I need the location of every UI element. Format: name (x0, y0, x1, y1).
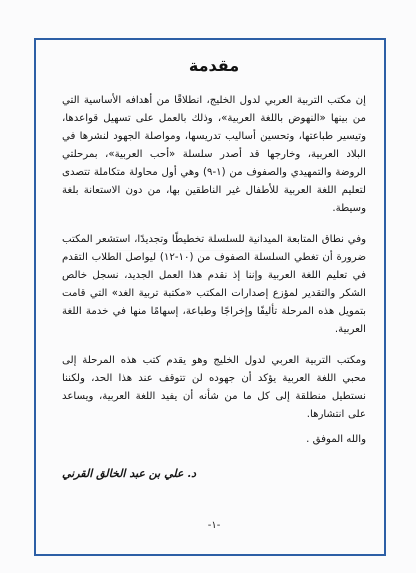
page-border-frame (34, 38, 386, 556)
page-number: -١- (207, 520, 221, 531)
signature-block (62, 465, 366, 483)
document-content (62, 56, 366, 536)
intro-paragraph-1: إن مكتب التربية العربي لدول الخليج، انطلاقًا من أهدافه الأساسية التي من بينها «النهوض باللغة العربية»، وذلك بالعمل على تسهيل قواعدها، وتيسير طباعتها، وتحسين أساليب تدريسها، ومواصلة الجهود لنشرها في البلاد العربية، وخارجها قد أصدر سلسلة «أحب العربية»، بمرحلتي الروضة والتمهيدي والصفوف من (١-٩) وهي أول محاولة متكاملة تتصدى لتعليم اللغة العربية للأطفال غير الناطقين بها، من دون الاستعانة بلغة وسيطة. (62, 95, 366, 214)
page-title: مقدمة (188, 56, 240, 75)
closing-line: والله الموفق . (306, 434, 366, 445)
intro-paragraph-2: وفي نطاق المتابعة الميدانية للسلسلة تخطيطًا وتجديدًا، استشعر المكتب ضرورة أن تغطي السلسلة الصفوف من (١٠-١٢) ليواصل الطلاب التقدم في تعليم اللغة العربية وإننا إذ نقدم هذا العمل الجديد، نسجل خالص الشكر والتقدير لمؤزع إصدارات المكتب «مكتبة تربية الغد» التي قامت بتمويل هذه المرحلة تأليفًا وإخراجًا وطباعة، إسهامًا منها في خدمة اللغة العربية. (62, 234, 366, 335)
signature: د. علي بن عبد الخالق القرني (62, 467, 196, 480)
intro-paragraph-3: ومكتب التربية العربي لدول الخليج وهو يقدم كتب هذه المرحلة إلى محبي اللغة العربية يؤكد أن جهوده لن تتوقف عند هذا الحد، ولكننا نستطيل منطلقة إلى كل ما من شأنه أن يفيد اللغة العربية، ويساعد على انتشارها. (62, 355, 366, 420)
